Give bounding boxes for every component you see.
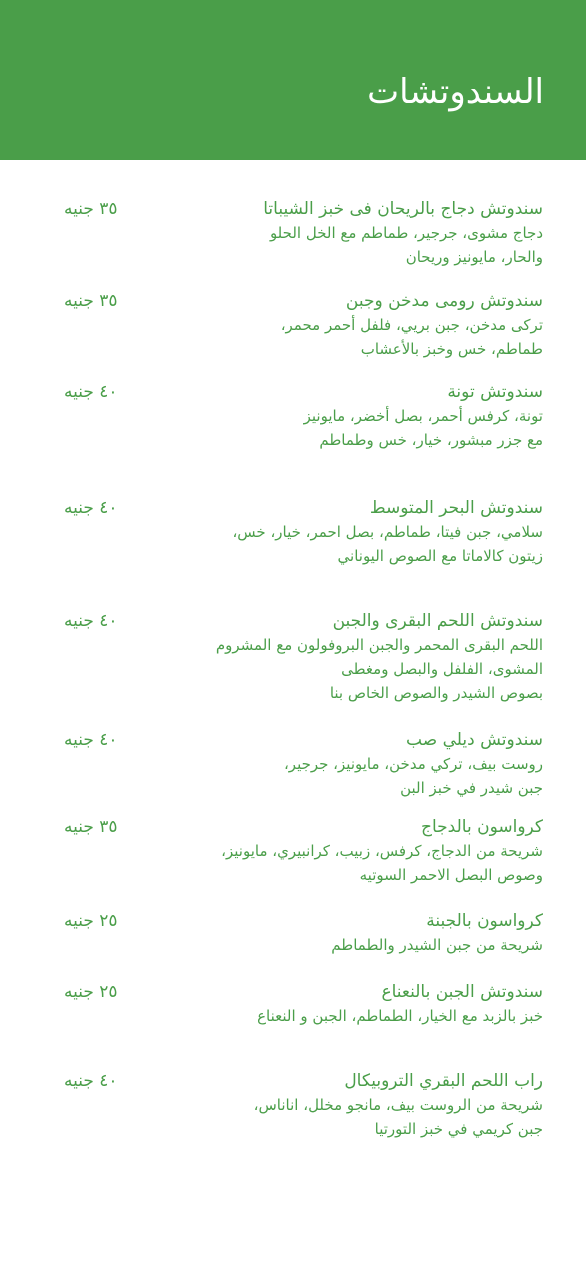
item-name: سندوتش الجبن بالنعناع (381, 982, 543, 1002)
item-name: راب اللحم البقري التروبيكال (344, 1071, 543, 1091)
item-name: سندوتش البحر المتوسط (369, 498, 543, 518)
item-price: ٣٥ جنيه (64, 199, 118, 219)
item-price: ٤٠ جنيه (64, 382, 118, 402)
item-name: سندوتش تونة (447, 382, 543, 402)
description-line: بصوص الشيدر والصوص الخاص بنا (329, 684, 543, 702)
item-name: كرواسون بالدجاج (421, 817, 543, 837)
item-description (123, 520, 543, 568)
item-description (123, 1004, 543, 1028)
description-line: سلامي، جبن فيتا، طماطم، بصل احمر، خيار، خس، (232, 523, 543, 541)
item-name: كرواسون بالجبنة (426, 911, 543, 931)
description-line: روست بيف، تركي مدخن، مايونيز، جرجير، (283, 755, 543, 773)
item-description (123, 839, 543, 887)
item-description (123, 1093, 543, 1141)
item-description (123, 633, 543, 705)
description-line: خبز بالزبد مع الخيار، الطماطم، الجبن و النعناع (257, 1007, 543, 1025)
item-price: ٤٠ جنيه (64, 611, 118, 631)
item-price: ٤٠ جنيه (64, 1071, 118, 1091)
description-line: تونة، كرفس أحمر، بصل أخضر، مايونيز (303, 407, 543, 425)
description-line: مع جزر مبشور، خيار، خس وطماطم (319, 431, 543, 449)
description-line: شريحة من الدجاج، كرفس، زبيب، كرانبيري، مايونيز، (221, 842, 543, 860)
item-price: ٣٥ جنيه (64, 817, 118, 837)
item-price: ٤٠ جنيه (64, 498, 118, 518)
item-name: سندوتش دجاج بالريحان فى خبز الشيباتا (263, 199, 543, 219)
page-title: السندوتشات (367, 72, 544, 112)
description-line: شريحة من الروست بيف، مانجو مخلل، اناناس، (253, 1096, 543, 1114)
page-header (0, 0, 586, 160)
item-description (123, 313, 543, 361)
item-price: ٢٥ جنيه (64, 982, 118, 1002)
description-line: اللحم البقرى المحمر والجبن البروفولون مع المشروم (215, 636, 543, 654)
item-price: ٢٥ جنيه (64, 911, 118, 931)
description-line: دجاج مشوى، جرجير، طماطم مع الخل الحلو (269, 224, 543, 242)
item-description (123, 221, 543, 269)
item-price: ٤٠ جنيه (64, 730, 118, 750)
item-name: سندوتش رومى مدخن وجبن (345, 291, 543, 311)
item-name: سندوتش ديلي صب (406, 730, 543, 750)
item-price: ٣٥ جنيه (64, 291, 118, 311)
description-line: جبن كريمي في خبز التورتيا (374, 1120, 543, 1138)
item-description (123, 404, 543, 452)
item-description (123, 933, 543, 957)
description-line: والحار، مايونيز وريحان (405, 248, 543, 266)
description-line: وصوص البصل الاحمر السوتيه (359, 866, 543, 884)
description-line: المشوى، الفلفل والبصل ومغطى (341, 660, 543, 678)
description-line: تركى مدخن، جبن بريي، فلفل أحمر محمر، (280, 316, 543, 334)
item-name: سندوتش اللحم البقرى والجبن (332, 611, 543, 631)
description-line: طماطم، خس وخبز بالأعشاب (360, 340, 543, 358)
description-line: زيتون كالاماتا مع الصوص اليوناني (337, 547, 543, 565)
item-description (123, 752, 543, 800)
description-line: جبن شيدر في خبز البن (400, 779, 543, 797)
description-line: شريحة من جبن الشيدر والطماطم (331, 936, 543, 954)
